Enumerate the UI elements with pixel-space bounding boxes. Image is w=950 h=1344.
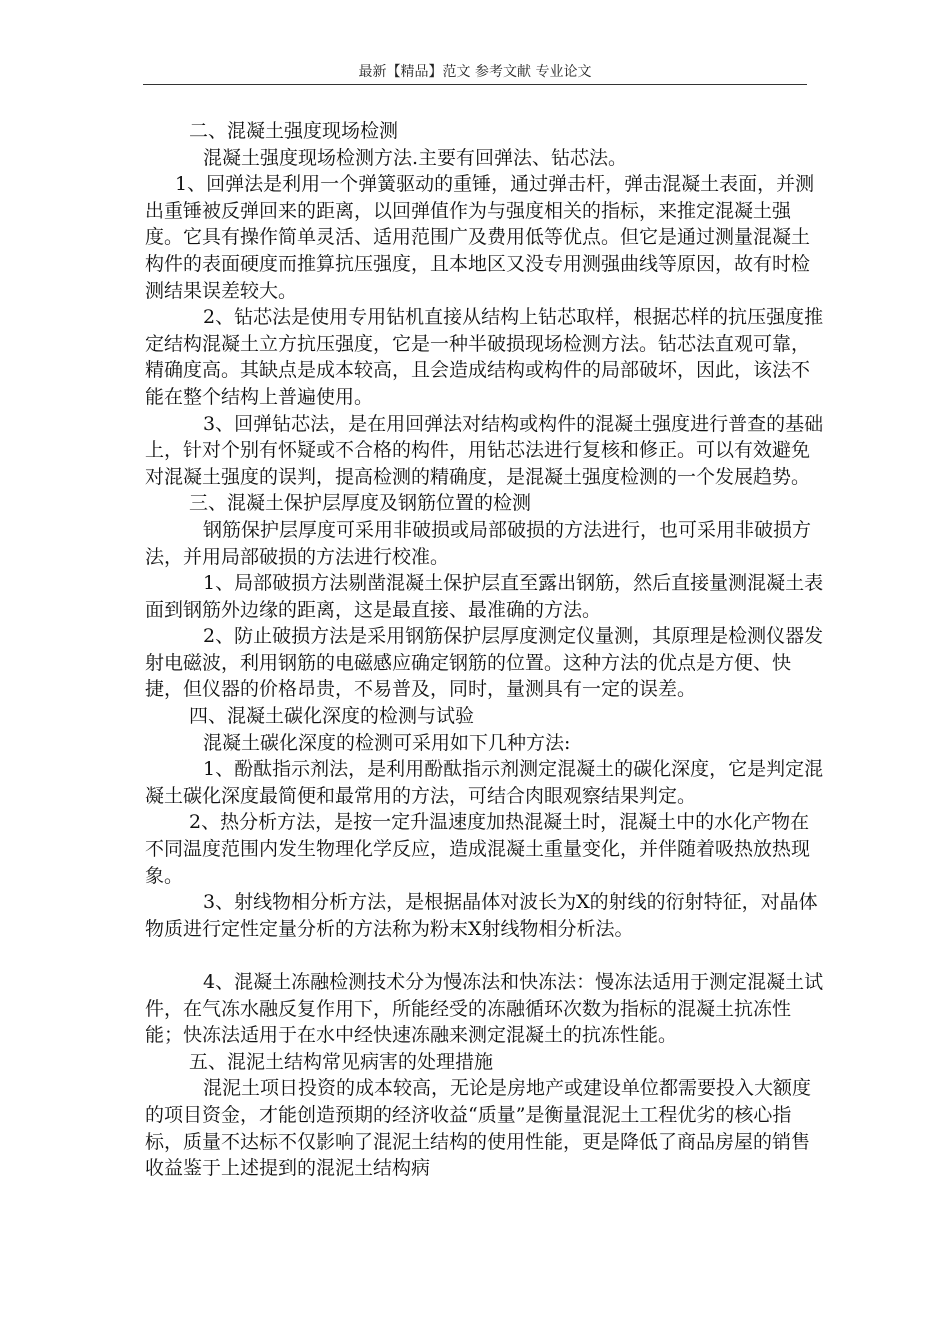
section-2-paragraph-2: 2、钻芯法是使用专用钻机直接从结构上钻芯取样，根据芯样的抗压强度推定结构混凝土立方抗压强度，它是一种半破损现场检测方法。钻芯法直观可靠，精确度高。其缺点是成本较高，且会造成结构或构件的局部破坏，因此，该法不能在整个结构上普遍使用。 [145, 306, 824, 408]
section-3-heading: 三、混凝土保护层厚度及钢筋位置的检测 [189, 492, 532, 515]
section-2-intro: 混凝土强度现场检测方法.主要有回弹法、钻芯法。 [203, 146, 628, 169]
document-body [145, 118, 825, 1182]
page-header [143, 62, 807, 85]
section-2-paragraph-1: 1、回弹法是利用一个弹簧驱动的重锤，通过弹击杆，弹击混凝土表面，并测出重锤被反弹回来的距离，以回弹值作为与强度相关的指标，来推定混凝土强度。它具有操作简单灵活、适用范围广及费用低等优点。但它是通过测量混凝土构件的表面硬度而推算抗压强度，且本地区又没专用测强曲线等原因，故有时检测结果误差较大。 [145, 173, 815, 302]
section-4-paragraph-4: 4、混凝土冻融检测技术分为慢冻法和快冻法：慢冻法适用于测定混凝土试件，在气冻水融反复作用下，所能经受的冻融循环次数为指标的混凝土抗冻性能；快冻法适用于在水中经快速冻融来测定混凝土的抗冻性能。 [145, 971, 824, 1047]
section-4-heading: 四、混凝土碳化深度的检测与试验 [189, 705, 475, 728]
section-5-heading: 五、混泥土结构常见病害的处理措施 [189, 1050, 494, 1073]
section-5-intro: 混泥土项日投资的成本较高，无论是房地产或建设单位都需要投入大额度的项目资金，才能创造预期的经济收益“质量”是衡量混泥土工程优劣的核心指标，质量不达标不仅影响了混泥土结构的使用性能，更是降低了商品房屋的销售收益鉴于上述提到的混泥土结构病 [145, 1077, 812, 1180]
header-text: 最新【精品】范文 参考文献 专业论文 [358, 64, 592, 80]
section-3-paragraph-1: 1、局部破损方法剔凿混凝土保护层直至露出钢筋，然后直接量测混凝土表面到钢筋外边缘的距离，这是最直接、最准确的方法。 [145, 572, 824, 621]
section-3-paragraph-2: 2、防止破损方法是采用钢筋保护层厚度测定仪量测，其原理是检测仪器发射电磁波，利用钢筋的电磁感应确定钢筋的位置。这种方法的优点是方便、快捷，但仪器的价格昂贵，不易普及，同时，量测具有一定的误差。 [145, 625, 824, 701]
section-4-paragraph-3: 3、射线物相分析方法，是根据晶体对波长为X的射线的衍射特征，对晶体物质进行定性定量分析的方法称为粉末X射线物相分析法。 [145, 891, 818, 940]
section-4-paragraph-2: 2、热分析方法，是按一定升温速度加热混凝土时，混凝土中的水化产物在不同温度范围内发生物理化学反应，造成混凝土重量变化，并伴随着吸热放热现象。 [145, 811, 811, 887]
blank-line [145, 942, 825, 969]
section-4-intro: 混凝土碳化深度的检测可采用如下几种方法: [203, 731, 571, 754]
section-2-paragraph-3: 3、回弹钻芯法，是在用回弹法对结构或构件的混凝土强度进行普查的基础上，针对个别有怀疑或不合格的构件，用钻芯法进行复核和修正。可以有效避免对混凝土强度的误判，提高检测的精确度，是混凝土强度检测的一个发展趋势。 [145, 412, 824, 488]
section-4-paragraph-1: 1、酚酞指示剂法，是利用酚酞指示剂测定混凝土的碳化深度，它是判定混凝土碳化深度最简便和最常用的方法，可结合肉眼观察结果判定。 [145, 758, 824, 807]
section-3-intro: 钢筋保护层厚度可采用非破损或局部破损的方法进行，也可采用非破损方法，并用局部破损的方法进行校准。 [145, 518, 812, 568]
section-2-heading: 二、混凝土强度现场检测 [189, 120, 399, 142]
